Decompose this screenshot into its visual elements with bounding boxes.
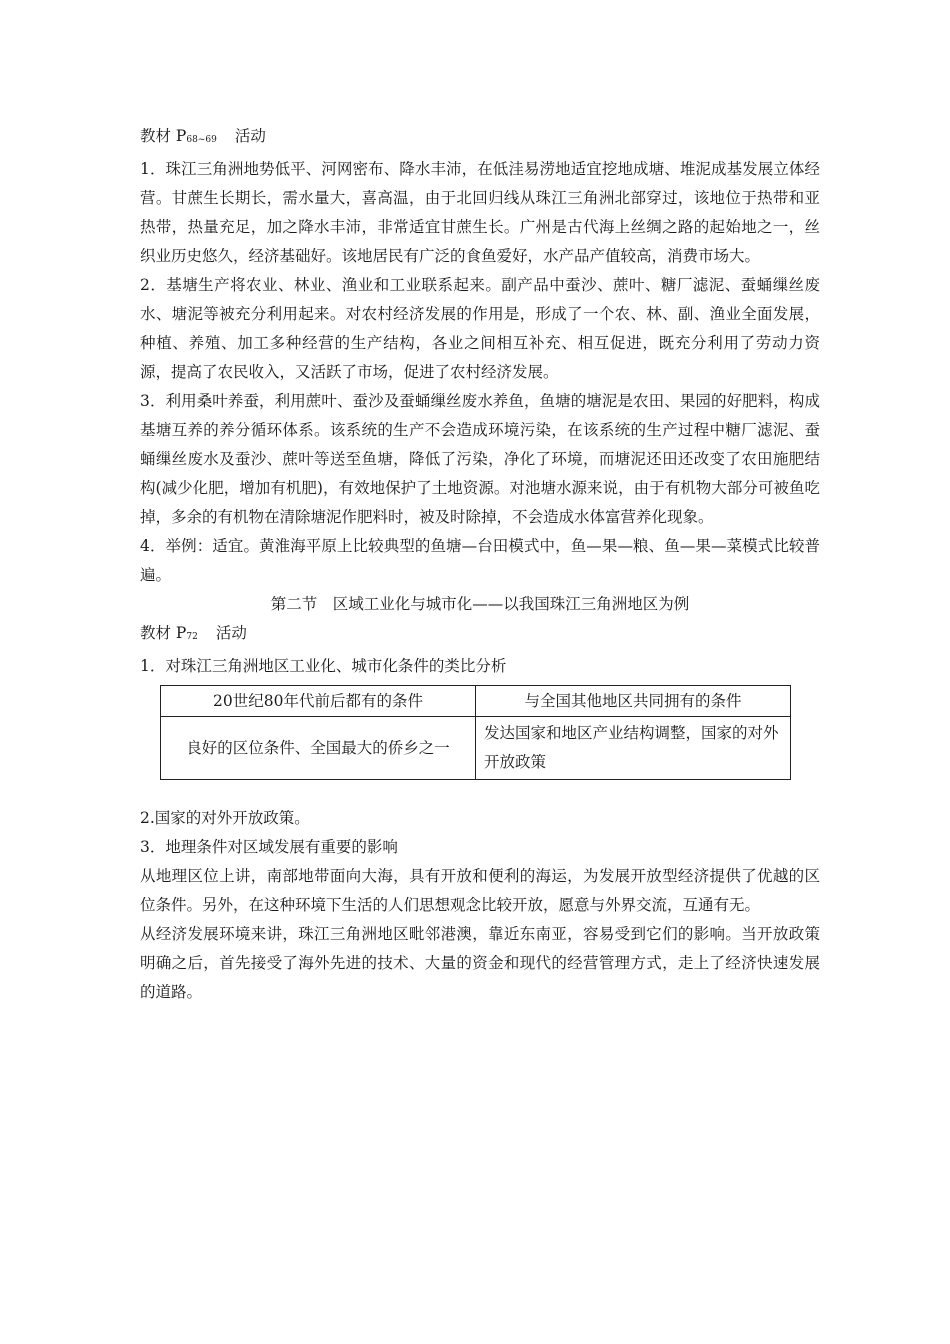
reference-activity: 活动	[234, 127, 266, 145]
answer-item-3: 3．利用桑叶养蚕，利用蔗叶、蚕沙及蚕蛹缫丝废水养鱼，鱼塘的塘泥是农田、果园的好肥料，构成基塘互养的养分循环体系。该系统的生产不会造成环境污染，在该系统的生产过程中糖厂滤泥、蚕蛹缫丝废水及蚕沙、蔗叶等送至鱼塘，降低了污染，净化了环境，而塘泥还田还改变了农田施肥结构(减少化肥，增加有机肥)，有效地保护了土地资源。对池塘水源来说，由于有机物大部分可被鱼吃掉，多余的有机物在清除塘泥作肥料时，被及时除掉，不会造成水体富营养化现象。	[140, 392, 820, 526]
analysis-item-1: 1．对珠江三角洲地区工业化、城市化条件的类比分析	[140, 657, 507, 675]
reference-pages: 68~69	[186, 135, 217, 145]
reference-prefix: 教材 P	[140, 624, 187, 642]
table-cell: 良好的区位条件、全国最大的侨乡之一	[161, 717, 476, 780]
table-cell: 发达国家和地区产业结构调整，国家的对外开放政策	[476, 717, 791, 780]
document-content	[140, 122, 820, 1007]
table-header-row	[161, 686, 791, 717]
analysis-item-2: 2.国家的对外开放政策。	[140, 809, 310, 827]
section-heading: 第二节 区域工业化与城市化——以我国珠江三角洲地区为例	[270, 595, 690, 613]
analysis-item-3: 3．地理条件对区域发展有重要的影响	[140, 838, 398, 856]
textbook-reference-1	[140, 122, 820, 155]
table-header-cell: 20世纪80年代前后都有的条件	[161, 686, 476, 717]
answer-item-1: 1．珠江三角洲地势低平、河网密布、降水丰沛，在低洼易涝地适宜挖地成塘、堆泥成基发展立体经营。甘蔗生长期长，需水量大，喜高温，由于北回归线从珠江三角洲北部穿过，该地位于热带和亚热带，热量充足，加之降水丰沛，非常适宜甘蔗生长。广州是古代海上丝绸之路的起始地之一，丝织业历史悠久，经济基础好。该地居民有广泛的食鱼爱好，水产品产值较高，消费市场大。	[140, 160, 820, 265]
table-row	[161, 717, 791, 780]
table-header-cell: 与全国其他地区共同拥有的条件	[476, 686, 791, 717]
reference-activity: 活动	[215, 624, 247, 642]
reference-prefix: 教材 P	[140, 127, 187, 145]
reference-pages: 72	[186, 632, 198, 642]
answer-item-2: 2．基塘生产将农业、林业、渔业和工业联系起来。副产品中蚕沙、蔗叶、糖厂滤泥、蚕蛹缫丝废水、塘泥等被充分利用起来。对农村经济发展的作用是，形成了一个农、林、副、渔业全面发展，种植、养殖、加工多种经营的生产结构，各业之间相互补充、相互促进，既充分利用了劳动力资源，提高了农民收入，又活跃了市场，促进了农村经济发展。	[140, 276, 820, 381]
analysis-paragraph-2: 从经济发展环境来讲，珠江三角洲地区毗邻港澳，靠近东南亚，容易受到它们的影响。当开放政策明确之后，首先接受了海外先进的技术、大量的资金和现代的经营管理方式，走上了经济快速发展的道路。	[140, 925, 820, 1001]
answer-item-4: 4．举例：适宜。黄淮海平原上比较典型的鱼塘—台田模式中，鱼—果—粮、鱼—果—菜模式比较普遍。	[140, 537, 820, 584]
textbook-reference-2	[140, 619, 820, 652]
comparison-table	[160, 685, 791, 780]
analysis-paragraph-1: 从地理区位上讲，南部地带面向大海，具有开放和便利的海运，为发展开放型经济提供了优越的区位条件。另外，在这种环境下生活的人们思想观念比较开放，愿意与外界交流，互通有无。	[140, 867, 820, 914]
